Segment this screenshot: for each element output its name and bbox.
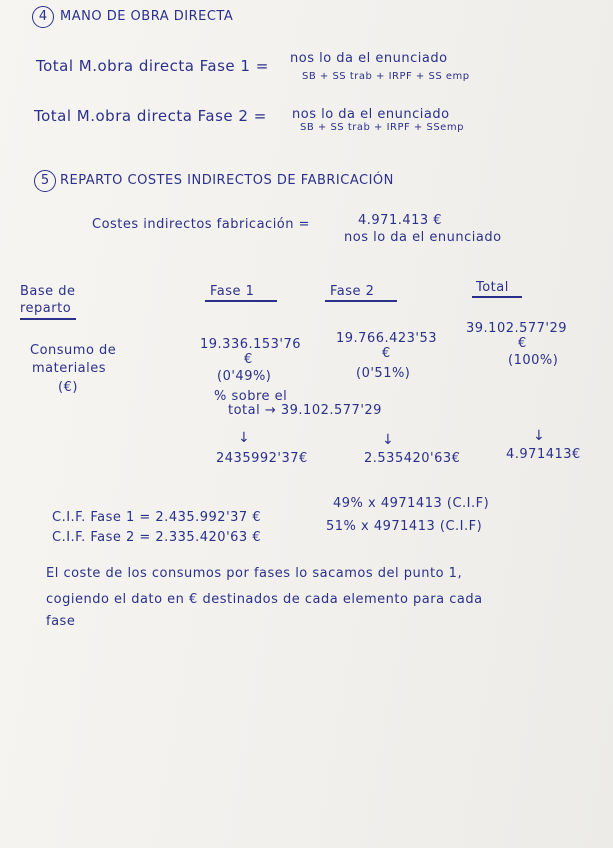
- total-underline: [472, 296, 522, 298]
- section5-title: REPARTO COSTES INDIRECTOS DE FABRICACIÓN: [60, 173, 394, 188]
- fase2-amount: 19.766.423'53: [336, 331, 438, 346]
- col-fase1: Fase 1: [210, 284, 255, 299]
- col-base-line2: reparto: [20, 301, 72, 316]
- conclusion-line2: cogiendo el dato en € destinados de cada elemento para cada: [46, 592, 483, 607]
- cif-fase2-line: C.I.F. Fase 2 = 2.335.420'63 €: [52, 530, 262, 545]
- section4-title: MANO DE OBRA DIRECTA: [60, 9, 234, 24]
- row-label-line2: materiales: [32, 361, 107, 376]
- fase1-currency: €: [244, 352, 253, 367]
- fase2-underline: [325, 300, 397, 302]
- fase2-currency: €: [382, 346, 391, 361]
- fase1-mod-formula: SB + SS trab + IRPF + SS emp: [302, 71, 470, 82]
- total-result: 4.971413€: [506, 447, 581, 462]
- cif-fase1-line: C.I.F. Fase 1 = 2.435.992'37 €: [52, 510, 262, 525]
- row-label-line3: (€): [58, 380, 78, 395]
- total-amount: 39.102.577'29: [466, 321, 568, 336]
- pct-note-line1: % sobre el: [214, 389, 288, 404]
- base-underline: [20, 318, 76, 320]
- col-fase2: Fase 2: [330, 284, 375, 299]
- fase2-mod-value: nos lo da el enunciado: [292, 107, 450, 122]
- cif-note: nos lo da el enunciado: [344, 230, 502, 245]
- fase1-arrow: ↓: [238, 430, 250, 446]
- total-currency: €: [518, 336, 527, 351]
- total-arrow: ↓: [533, 428, 545, 444]
- fase2-mod-formula: SB + SS trab + IRPF + SSemp: [300, 122, 464, 133]
- fase1-mod-value: nos lo da el enunciado: [290, 51, 448, 66]
- row-label-line1: Consumo de: [30, 343, 117, 358]
- cif-fase1-calc: 49% x 4971413 (C.I.F): [333, 496, 490, 511]
- conclusion-line3: fase: [46, 614, 76, 629]
- conclusion-line1: El coste de los consumos por fases lo sacamos del punto 1,: [46, 566, 463, 581]
- cif-value: 4.971.413 €: [358, 213, 443, 228]
- cif-fase2-calc: 51% x 4971413 (C.I.F): [326, 519, 483, 534]
- fase1-amount: 19.336.153'76: [200, 337, 302, 352]
- col-total: Total: [476, 280, 509, 295]
- fase2-mod-label: Total M.obra directa Fase 2 =: [34, 107, 267, 125]
- fase2-pct: (0'51%): [356, 366, 411, 381]
- total-pct: (100%): [508, 353, 559, 368]
- fase1-result: 2435992'37€: [216, 451, 308, 466]
- fase2-result: 2.535420'63€: [364, 451, 461, 466]
- section-number-4: 4: [32, 6, 54, 28]
- fase1-underline: [205, 300, 277, 302]
- fase1-mod-label: Total M.obra directa Fase 1 =: [36, 57, 269, 75]
- col-base-line1: Base de: [20, 284, 76, 299]
- fase2-arrow: ↓: [382, 432, 394, 448]
- fase1-pct: (0'49%): [217, 369, 272, 384]
- pct-note-line2: total → 39.102.577'29: [228, 403, 382, 418]
- cif-label: Costes indirectos fabricación =: [92, 217, 311, 232]
- section-number-5: 5: [34, 170, 56, 192]
